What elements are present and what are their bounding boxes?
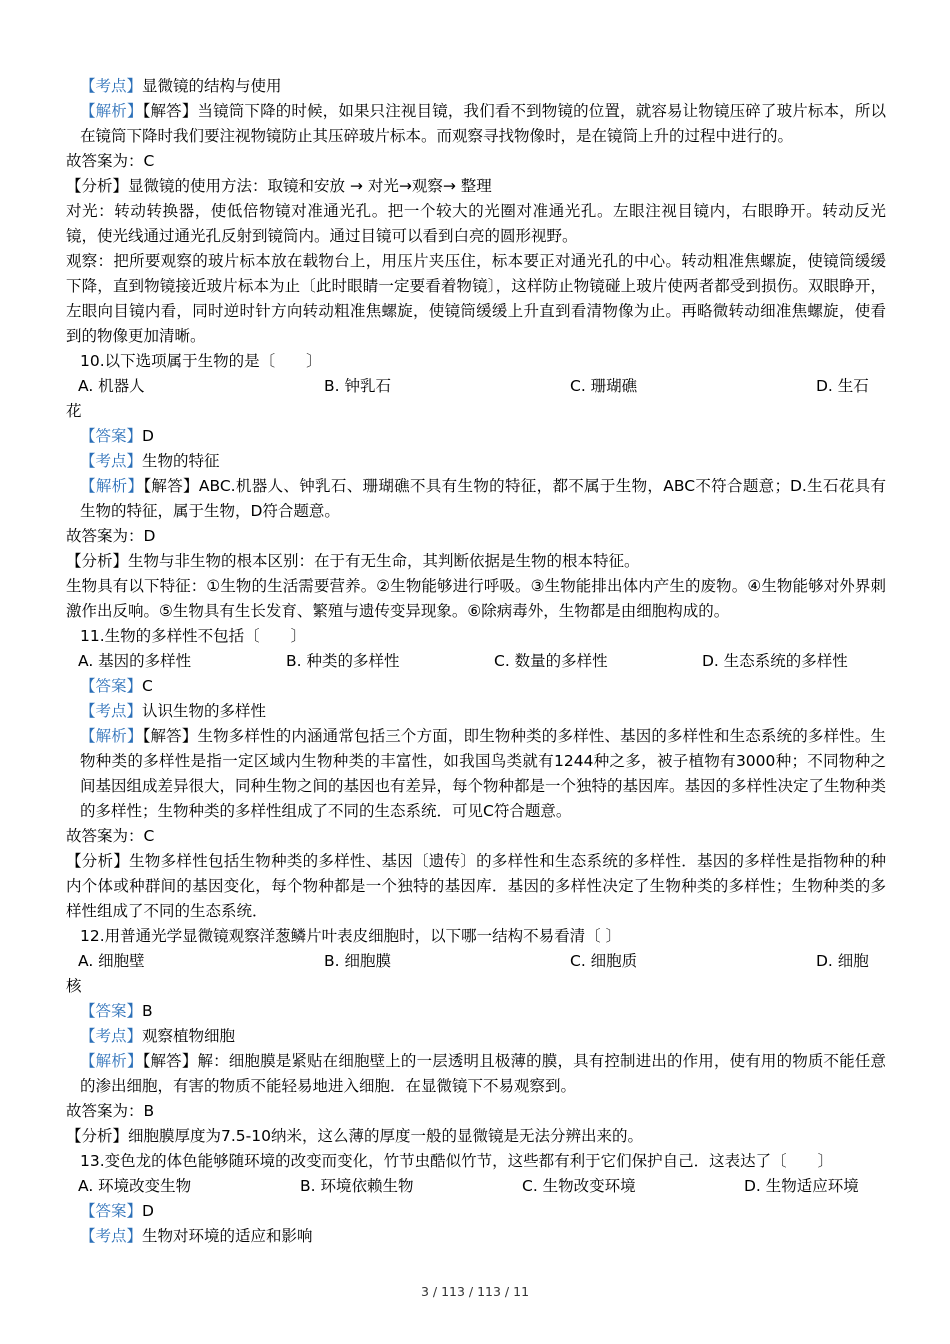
option-a: A. 基因的多样性 [78,652,192,670]
answer-tag: 【答案】 [80,1002,143,1020]
jiexi-paragraph [66,1049,886,1099]
answer-summary: 故答案为：C [66,152,155,170]
answer-text: C [142,677,153,695]
jiexi-text: 【解答】当镜筒下降的时候，如果只注视目镜，我们看不到物镜的位置，就容易让物镜压碎了玻片标本，所以在镜筒下降时我们要注视物镜防止其压碎玻片标本。而观察寻找物像时，是在镜筒上升的过程中进行的。 [80,102,886,145]
analysis-paragraph: 观察：把所要观察的玻片标本放在载物台上，用压片夹压住，标本要正对通光孔的中心。转动粗准焦螺旋，使镜筒缓缓下降，直到物镜接近玻片标本为止〔此时眼睛一定要看着物镜〕，这样防止物镜碰上玻片使两者都受到损伤。双眼睁开，左眼向目镜内看，同时逆时针方向转动粗准焦螺旋，使镜筒缓缓上升直到看清物像为止。再略微转动细准焦螺旋，使看到的物像更加清晰。 [66,252,886,345]
option-a: A. 机器人 [78,377,145,395]
analysis-line: 【分析】显微镜的使用方法：取镜和安放 → 对光→观察→ 整理 [66,177,492,195]
kaodian-text: 显微镜的结构与使用 [142,77,282,95]
document-body [66,74,886,1249]
option-d: D. 生石 [816,377,869,395]
answer-line [66,674,886,699]
answer-text: D [142,1202,154,1220]
options-row [66,1174,886,1199]
answer-line [66,999,886,1024]
jiexi-paragraph [66,724,886,824]
answer-text: D [142,427,154,445]
kaodian-tag: 【考点】 [80,1227,143,1245]
option-b: B. 钟乳石 [324,377,391,395]
answer-summary: 故答案为：B [66,1102,155,1120]
kaodian-tag: 【考点】 [80,452,143,470]
option-c: C. 生物改变环境 [522,1177,636,1195]
kaodian-text: 生物对环境的适应和影响 [142,1227,313,1245]
option-d: D. 细胞 [816,952,869,970]
jiexi-paragraph [66,474,886,524]
jiexi-paragraph [66,99,886,149]
option-d-continued: 花 [66,402,82,420]
option-d-continued: 核 [66,977,82,995]
option-b: B. 细胞膜 [324,952,391,970]
option-a: A. 环境改变生物 [78,1177,192,1195]
answer-tag: 【答案】 [80,677,143,695]
kaodian-line [66,449,886,474]
jiexi-text: 【解答】ABC.机器人、钟乳石、珊瑚礁不具有生物的特征，都不属于生物，ABC不符合题意；D.生石花具有生物的特征，属于生物，D符合题意。 [80,477,886,520]
kaodian-line [66,1024,886,1049]
answer-text: B [142,1002,153,1020]
options-row [66,949,886,974]
answer-summary: 故答案为：D [66,527,156,545]
option-c: C. 数量的多样性 [494,652,608,670]
jiexi-tag: 【解析】 [80,727,143,745]
jiexi-tag: 【解析】 [80,102,143,120]
kaodian-tag: 【考点】 [80,702,143,720]
kaodian-line [66,74,886,99]
answer-line [66,424,886,449]
question-title: 11.生物的多样性不包括〔 〕 [80,627,307,645]
answer-summary: 故答案为：C [66,827,155,845]
options-row [66,374,886,399]
option-c: C. 珊瑚礁 [570,377,638,395]
option-c: C. 细胞质 [570,952,638,970]
answer-tag: 【答案】 [80,1202,143,1220]
question-title: 10.以下选项属于生物的是〔 〕 [80,352,322,370]
kaodian-text: 生物的特征 [142,452,220,470]
jiexi-text: 【解答】解：细胞膜是紧贴在细胞壁上的一层透明且极薄的膜，具有控制进出的作用，使有用的物质不能任意的渗出细胞，有害的物质不能轻易地进入细胞．在显微镜下不易观察到。 [80,1052,886,1095]
kaodian-tag: 【考点】 [80,1027,143,1045]
kaodian-line [66,699,886,724]
analysis-paragraph: 对光：转动转换器，使低倍物镜对准通光孔。把一个较大的光圈对准通光孔。左眼注视目镜内，右眼睁开。转动反光镜，使光线通过通光孔反射到镜筒内。通过目镜可以看到白亮的圆形视野。 [66,202,886,245]
option-b: B. 环境依赖生物 [300,1177,414,1195]
analysis-paragraph: 【分析】生物多样性包括生物种类的多样性、基因〔遗传〕的多样性和生态系统的多样性．基因的多样性是指物种的种内个体或种群间的基因变化，每个物种都是一个独特的基因库．基因的多样性决定了生物种类的多样性；生物种类的多样性组成了不同的生态系统． [66,852,886,920]
kaodian-text: 认识生物的多样性 [142,702,267,720]
answer-line [66,1199,886,1224]
kaodian-tag: 【考点】 [80,77,143,95]
jiexi-text: 【解答】生物多样性的内涵通常包括三个方面，即生物种类的多样性、基因的多样性和生态系统的多样性。生物种类的多样性是指一定区域内生物种类的丰富性，如我国鸟类就有1244种之多，被子植物有3000种；不同物种之间基因组成差异很大，同种生物之间的基因也有差异，每个物种都是一个独特的基因库。基因的多样性决定了生物种类的多样性；生物种类的多样性组成了不同的生态系统．可见C符合题意。 [80,727,887,820]
jiexi-tag: 【解析】 [80,1052,143,1070]
analysis-line: 【分析】细胞膜厚度为7.5-10纳米，这么薄的厚度一般的显微镜是无法分辨出来的。 [66,1127,643,1145]
answer-tag: 【答案】 [80,427,143,445]
jiexi-tag: 【解析】 [80,477,144,495]
option-d: D. 生物适应环境 [744,1177,859,1195]
page-number-footer: 3 / 113 / 113 / 11 [420,1284,530,1299]
question-title: 12.用普通光学显微镜观察洋葱鳞片叶表皮细胞时，以下哪一结构不易看清〔 〕 [80,927,622,945]
analysis-line: 【分析】生物与非生物的根本区别：在于有无生命，其判断依据是生物的根本特征。 [66,552,640,570]
options-row [66,649,886,674]
option-d: D. 生态系统的多样性 [702,652,848,670]
option-a: A. 细胞壁 [78,952,145,970]
question-title: 13.变色龙的体色能够随环境的改变而变化，竹节虫酷似竹节，这些都有利于它们保护自己．这表达了〔 〕 [80,1152,834,1170]
kaodian-text: 观察植物细胞 [142,1027,236,1045]
option-b: B. 种类的多样性 [286,652,400,670]
analysis-paragraph: 生物具有以下特征：①生物的生活需要营养。②生物能够进行呼吸。③生物能排出体内产生的废物。④生物能够对外界刺激作出反响。⑤生物具有生长发育、繁殖与遗传变异现象。⑥除病毒外，生物都是由细胞构成的。 [66,577,886,620]
kaodian-line [66,1224,886,1249]
